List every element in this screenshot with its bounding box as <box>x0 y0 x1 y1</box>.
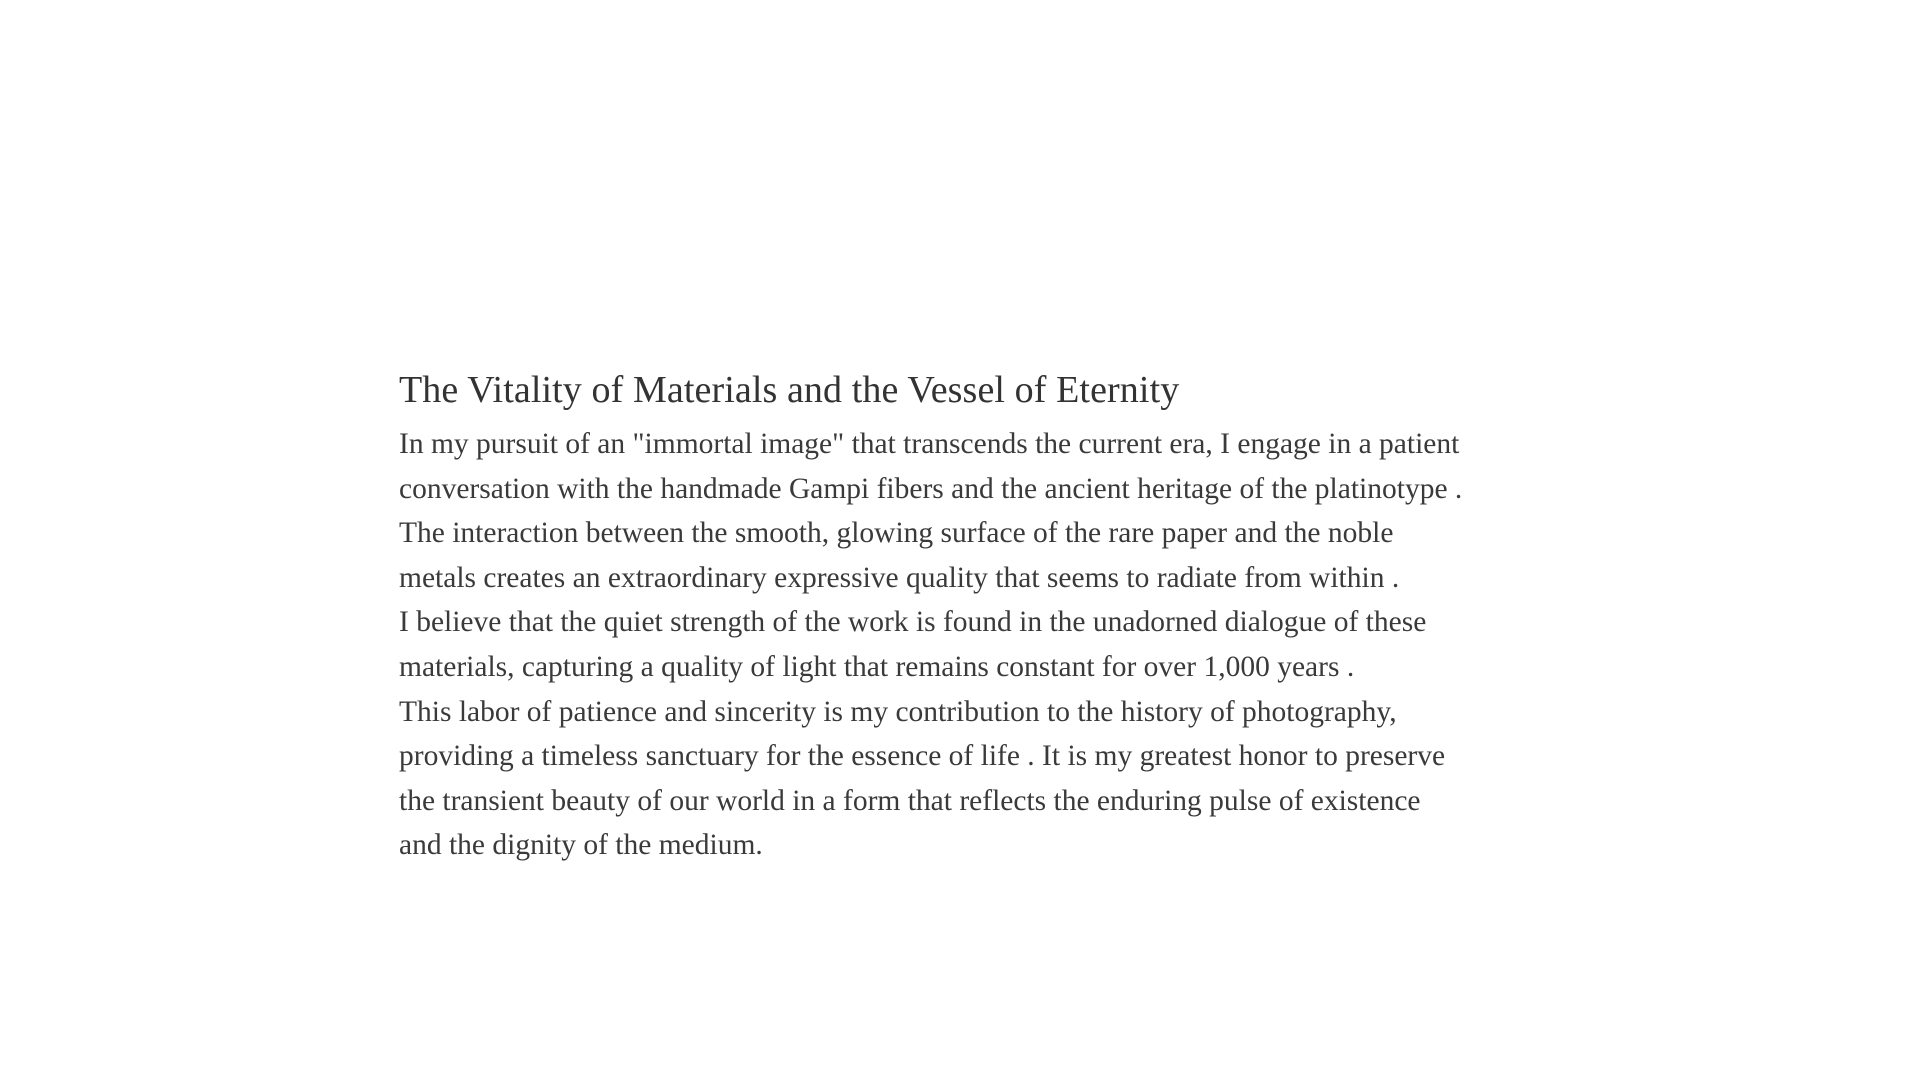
statement-title: The Vitality of Materials and the Vessel of Eternity <box>399 369 1180 411</box>
body-line: materials, capturing a quality of light that remains constant for over 1,000 years . <box>399 650 1355 683</box>
body-line: The interaction between the smooth, glowing surface of the rare paper and the noble <box>399 517 1394 550</box>
body-line: providing a timeless sanctuary for the essence of life . It is my greatest honor to preserve <box>399 740 1446 773</box>
body-line: conversation with the handmade Gampi fibers and the ancient heritage of the platinotype . <box>399 472 1463 505</box>
body-line: I believe that the quiet strength of the work is found in the unadorned dialogue of these <box>399 606 1427 639</box>
artist-statement <box>399 364 1579 868</box>
statement-body <box>399 422 1579 868</box>
body-line: metals creates an extraordinary expressive quality that seems to radiate from within . <box>399 561 1400 594</box>
body-line: and the dignity of the medium. <box>399 829 763 862</box>
body-line: This labor of patience and sincerity is my contribution to the history of photography, <box>399 695 1397 728</box>
body-line: the transient beauty of our world in a form that reflects the enduring pulse of existence <box>399 784 1421 817</box>
body-line: In my pursuit of an "immortal image" that transcends the current era, I engage in a patient <box>399 428 1460 460</box>
